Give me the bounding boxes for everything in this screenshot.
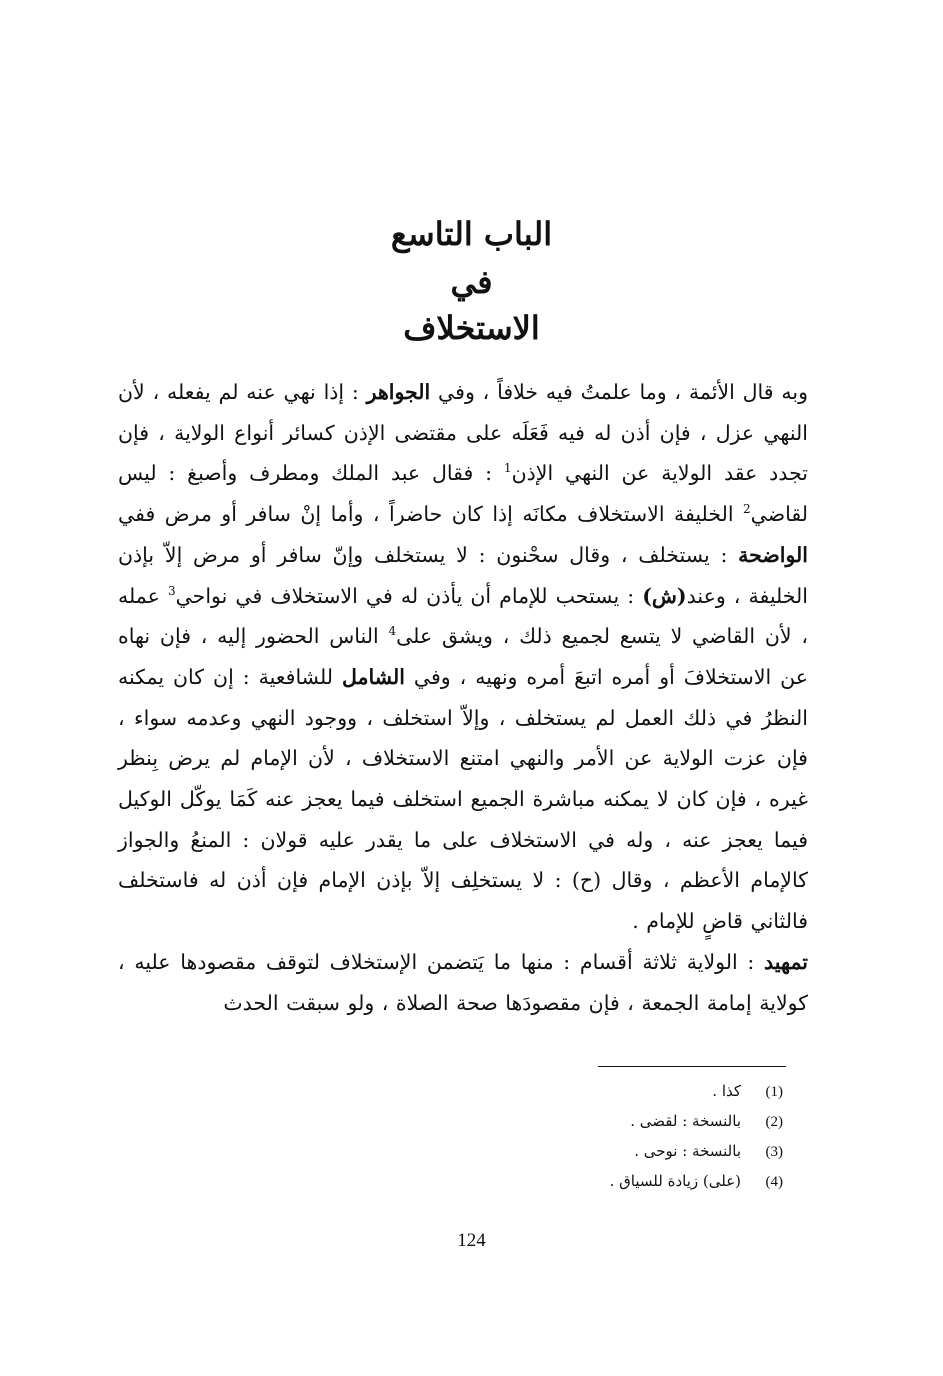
chapter-subject: الاستخلاف [403,309,540,347]
text-run: : إذا نهي عنه لم يفعله ، لأن النهي عزل ، فإن أذن له فيه فَعَلَه على مقتضى الإذن كسائر أنواع الولاية ، فإن تجدد عقد الولاية عن النهي الإذن [118,380,809,486]
footnote-marker: 2 [743,502,751,517]
footnote-text: بالنسخة : لقضى . [630,1112,741,1130]
paragraph [118,942,808,1023]
text-run: عمله ، لأن القاضي لا يتسع لجميع ذلك ، ويشق على [118,583,808,649]
paragraph [118,372,808,942]
text-run: الناس الحضور إليه ، فإن نهاه عن الاستخلافَ أو أمره اتبعَ أمره ونهيه ، وفي [118,624,808,689]
footnote-number: (2) [765,1114,783,1130]
chapter-title: الباب التاسع [390,215,553,253]
footnote [383,1076,783,1106]
bold-term: (ش) [642,583,687,608]
text-run: : فقال عبد الملك ومطرف وأصبغ : ليس لقاضي [118,461,808,527]
footnote-divider [598,1066,786,1067]
footnote [383,1136,783,1166]
footnote-number: (4) [765,1174,783,1190]
footnote-number: (3) [765,1144,783,1160]
footnote-text: كذا . [712,1082,741,1100]
footnote-marker: 3 [167,583,176,598]
bold-term: الواضحة [738,542,808,567]
text-run: : يستحب للإمام أن يأذن له في الاستخلاف في نواحي [175,583,643,608]
text-run: : يستخلف ، وقال سحْنون : لا يستخلف وإنّ سافر أو مرض إلاّ بإذن الخليفة ، وعند [118,542,808,608]
bold-term: الشامل [341,664,405,689]
page-number: 124 [457,1230,486,1251]
footnote-marker: 1 [503,461,512,476]
text-run: للشافعية : إن كان يمكنه النظرُ في ذلك العمل لم يستخلف ، وإلاّ استخلف ، ووجود النهي وعدمه سواء ، فإن عزت الولاية عن الأمر والنهي امتنع الاستخلاف ، لأن الإمام لم يرض بِنظر غيره ، فإن كان لا يمكنه مباشرة الجميع استخلف فيما يعجز عنه كَمَا يوكّل الوكيل فيما يعجز عنه ، وله في الاستخلاف على ما يقدر عليه قولان : المنعُ والجواز كالإمام الأعظم ، وقال (ح) : لا يستخلِف إلاّ بإذن الإمام فإن أذن له فاستخلف فالثاني قاضٍ للإمام . [118,664,808,934]
footnotes [383,1076,783,1196]
footnote-text: بالنسخة : نوحى . [634,1142,741,1160]
text-run: : الولاية ثلاثة أقسام : منها ما يَتضمن الإستخلاف لتوقف مقصودها عليه ، كولاية إمامة الجمعة ، فإن مقصودَها صحة الصلاة ، ولو سبقت الحدث [118,949,808,1015]
footnote [383,1166,783,1196]
bold-term: تمهيد [764,949,808,974]
footnote-text: (على) زيادة للسياق . [609,1172,741,1190]
text-run: الخليفة الاستخلاف مكانَه إذا كان حاضراً ، وأما إنْ سافر أو مرض ففي [118,502,743,527]
footnote-marker: 4 [388,624,397,639]
chapter-title-preposition: في [450,263,493,301]
footnote [383,1106,783,1136]
body-text [118,372,808,1023]
footnote-number: (1) [765,1084,783,1100]
text-run: وبه قال الأئمة ، وما علمتُ فيه خلافاً ، وفي [430,380,808,404]
bold-term: الجواهر [366,380,431,404]
